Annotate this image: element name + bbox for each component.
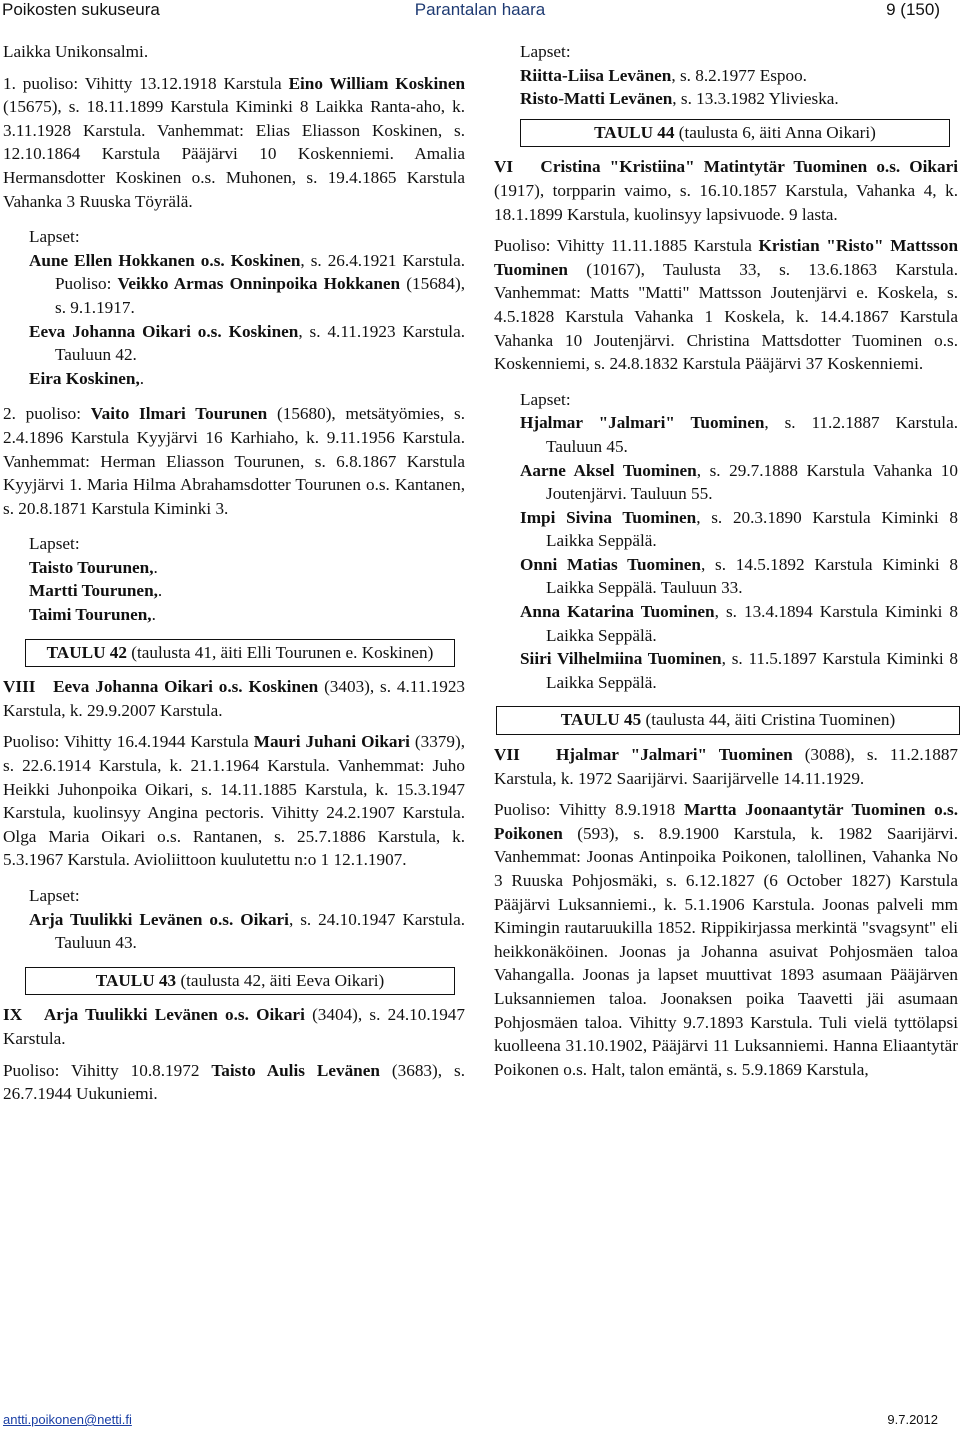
child-entry: Riitta-Liisa Levänen, s. 8.2.1977 Espoo. xyxy=(520,65,807,85)
table-45-spouse: Puoliso: Vihitty 8.9.1918 Martta Joonaantytär Tuominen o.s. Poikonen (593), s. 8.9.1900 Karstula, k. 1982 Saarijärvi. Vanhemmat: Joonas Antinpoika Poikonen, talollinen, Vahanka No 3 Ruuska Pohjosmäki, s. 6.12.1827 (6 October 1827) Karstula Pääjärvi Luksanniemi., k. 5.1.1906 Karstula. Joonas palveli mm Kimingin rautaruukilla 1852. Rippikirjassa merkintä "svagsynt" eli heikkonäköinen. Joonas ja Johanna asuivat Pohjosmäen taloa Vahangalla. Joonas ja lapset muuttivat 1893 asumaan Pääjärven Luksanniemen taloa. Joonaksen poika Taavetti jäi asumaan Pohjosmäen taloa. Vihitty 9.7.1893 Karstula. Tuli vielä tyttölapsi kuolleena 31.10.1902, Pääjärvi 11 Luksanniemi. Hanna Eliaantytär Poikonen o.s. Halt, talon emäntä, s. 5.9.1869 Karstula, xyxy=(494,800,958,1079)
table-43-spouse: Puoliso: Vihitty 10.8.1972 Taisto Aulis Levänen (3683), s. 26.7.1944 Uukuniemi. xyxy=(3,1060,465,1104)
child-entry: Arja Tuulikki Levänen o.s. Oikari, s. 24.10.1947 Karstula. Tauluun 43. xyxy=(29,909,465,953)
spouse-1-paragraph: 1. puoliso: Vihitty 13.12.1918 Karstula Eino William Koskinen (15675), s. 18.11.1899 Karstula Kiminki 8 Laikka Ranta-aho, k. 3.11.1928 Karstula. Vanhemmat: Elias Eliasson Koskinen, s. 12.10.1864 Karstula Pääjärvi 10 Koskenniemi. Amalia Hermansdotter Koskinen o.s. Muhonen, s. 19.4.1865 Karstula Vahanka 3 Ruuska Töyrälä. xyxy=(3,73,466,211)
child-entry: Hjalmar "Jalmari" Tuominen, s. 11.2.1887 Karstula. Tauluun 45. xyxy=(520,413,958,456)
table-42-subject: VIII Eeva Johanna Oikari o.s. Koskinen (3403), s. 4.11.1923 Karstula, k. 29.9.2007 Karstula. xyxy=(3,677,466,720)
child-entry: Taisto Tourunen,. xyxy=(29,557,158,577)
child-entry: Risto-Matti Levänen, s. 13.3.1982 Ylivieska. xyxy=(520,89,839,109)
child-entry: Siiri Vilhelmiina Tuominen, s. 11.5.1897 Karstula Kiminki 8 Laikka Seppälä. xyxy=(520,649,958,692)
table-44-spouse: Puoliso: Vihitty 11.11.1885 Karstula Kristian "Risto" Mattsson Tuominen (10167), Taulusta 33, s. 13.6.1863 Karstula. Vanhemmat: Matts "Matti" Mattsson Joutenjärvi e. Koskela, s. 4.5.1828 Karstula Vahanka 1 Koskela, k. 14.4.1867 Karstula Vahanka 10 Joutenjärvi. Christina Mattsdotter Tuominen o.s. Koskenniemi, s. 24.8.1832 Karstula Pääjärvi 37 Koskenniemi. xyxy=(494,236,958,374)
child-entry: Anna Katarina Tuominen, s. 13.4.1894 Karstula Kiminki 8 Laikka Seppälä. xyxy=(520,602,958,645)
text-line: Laikka Unikonsalmi. xyxy=(3,42,149,61)
table-45-heading: TAULU 45 (taulusta 44, äiti Cristina Tuominen) xyxy=(496,706,960,735)
table-42-spouse: Puoliso: Vihitty 16.4.1944 Karstula Mauri Juhani Oikari (3379), s. 22.6.1914 Karstula, k. 21.1.1964 Karstula. Vanhemmat: Juho Heikki Juhonpoika Oikari, s. 14.11.1885 Karstula, k. 15.3.1947 Karstula, kuolinsyy Angina pectoris. Vihitty 24.2.1907 Karstula. Olga Maria Oikari o.s. Rantanen, s. 25.7.1886 Karstula, k. 5.3.1967 Karstula. Avioliittoon kuulutettu n:o 1 12.1.1907. xyxy=(3,732,466,870)
table-44-subject: VI Cristina "Kristiina" Matintytär Tuominen o.s. Oikari (1917), torpparin vaimo, s. 16.10.1857 Karstula, Vahanka 4, k. 18.1.1899 Karstula, kuolinsyy lapsivuode. 9 lasta. xyxy=(494,157,958,224)
table-43-heading: TAULU 43 (taulusta 42, äiti Eeva Oikari) xyxy=(25,967,455,996)
page-footer xyxy=(0,1412,960,1432)
children-label: Lapset: xyxy=(520,389,571,409)
child-entry: Taimi Tourunen,. xyxy=(29,605,156,625)
spouse-name: Eino William Koskinen xyxy=(288,73,466,93)
table-44-heading: TAULU 44 (taulusta 6, äiti Anna Oikari) xyxy=(520,119,950,148)
branch-title: Parantalan haara xyxy=(414,0,546,19)
children-label: Lapset: xyxy=(29,227,80,247)
document-date: 9.7.2012 xyxy=(887,1412,938,1427)
child-entry: Impi Sivina Tuominen, s. 20.3.1890 Karstula Kiminki 8 Laikka Seppälä. xyxy=(520,507,958,551)
table-42-heading: TAULU 42 (taulusta 41, äiti Elli Tourunen e. Koskinen) xyxy=(25,639,455,668)
page-header xyxy=(0,0,960,20)
table-45-subject: VII Hjalmar "Jalmari" Tuominen (3088), s. 11.2.1887 Karstula, k. 1972 Saarijärvi. Saarijärvelle 14.11.1929. xyxy=(494,745,959,788)
children-label: Lapset: xyxy=(520,42,571,61)
right-column xyxy=(494,40,958,1081)
author-email-link[interactable]: antti.poikonen@netti.fi xyxy=(3,1412,132,1427)
child-entry: Aune Ellen Hokkanen o.s. Koskinen, s. 26.4.1921 Karstula. Puoliso: Veikko Armas Onninpoika Hokkanen (15684), s. 9.1.1917. xyxy=(29,250,465,317)
child-entry: Aarne Aksel Tuominen, s. 29.7.1888 Karstula Vahanka 10 Joutenjärvi. Tauluun 55. xyxy=(520,460,958,504)
table-43-subject: IX Arja Tuulikki Levänen o.s. Oikari (3404), s. 24.10.1947 Karstula. xyxy=(3,1005,465,1048)
child-entry: Martti Tourunen,. xyxy=(29,581,163,601)
spouse-name: Vaito Ilmari Tourunen xyxy=(90,404,268,424)
children-label: Lapset: xyxy=(29,534,80,554)
child-entry: Eira Koskinen,. xyxy=(29,368,145,388)
spouse-2-paragraph: 2. puoliso: Vaito Ilmari Tourunen (15680), metsätyömies, s. 2.4.1896 Karstula Kyyjärvi 16 Karhiaho, k. 9.11.1956 Karstula. Vanhemmat: Herman Eliasson Tourunen, s. 6.8.1867 Karstula Kyyjärvi 1. Maria Hilma Abrahamsdotter Tourunen o.s. Kantanen, s. 20.8.1871 Karstula Kiminki 3. xyxy=(3,404,466,518)
page-number: 9 (150) xyxy=(886,0,940,19)
left-column xyxy=(3,40,465,1106)
child-entry: Eeva Johanna Oikari o.s. Koskinen, s. 4.11.1923 Karstula. Tauluun 42. xyxy=(29,321,466,365)
child-entry: Onni Matias Tuominen, s. 14.5.1892 Karstula Kiminki 8 Laikka Seppälä. Tauluun 33. xyxy=(520,554,958,598)
society-name: Poikosten sukuseura xyxy=(2,0,160,19)
children-label: Lapset: xyxy=(29,886,80,905)
